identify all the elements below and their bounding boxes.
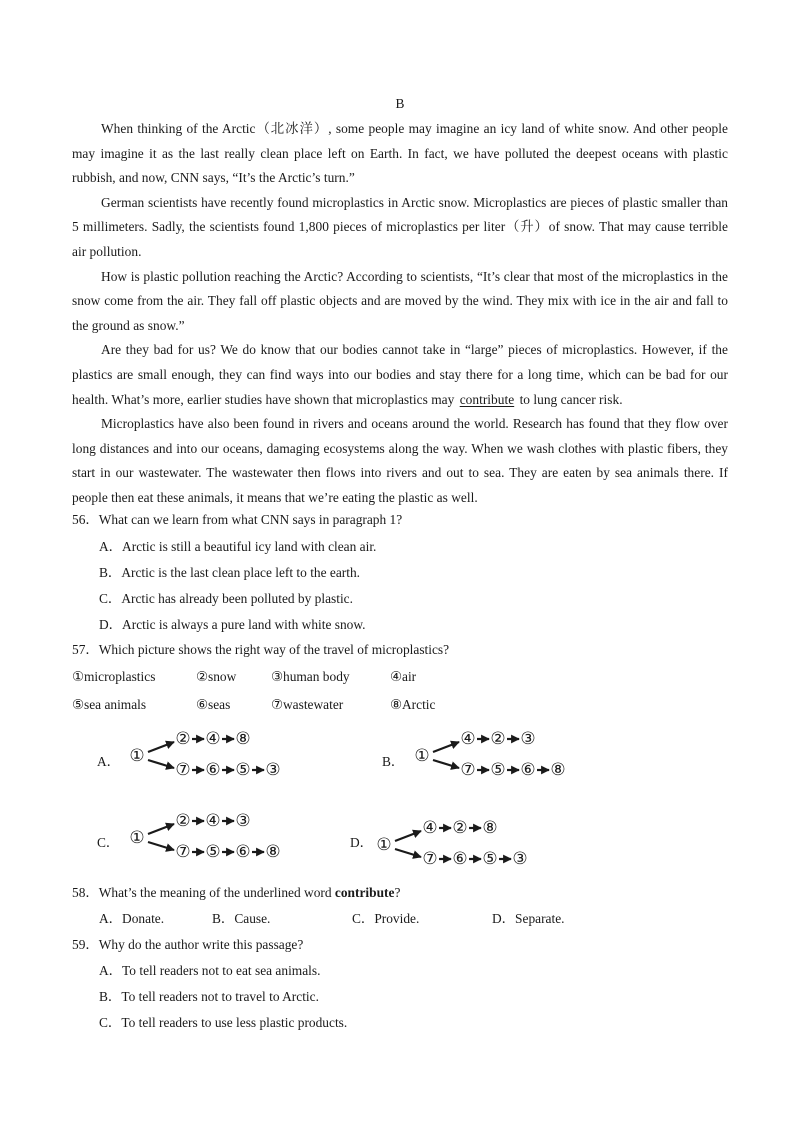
flow-node: ⑤ [482,849,498,869]
branch-arrow-up [433,742,459,752]
flow-node: ⑦ [460,760,476,780]
flow-node: ⑦ [175,842,191,862]
flow-node: ⑥ [452,849,468,869]
branch-arrow-up [148,824,174,834]
paragraph-4: Are they bad for us? We do know that our bodies cannot take in “large” pieces of microplastics. However, if the plastics are small enough, they can find ways into our bodies and stay there for a long time, which can be bad for our health. What’s more, earlier studies have shown that microplastics may contribute to lung cancer risk. [72,342,728,407]
flow-node: ⑧ [550,760,566,780]
q57-item: ⑤sea animals [72,697,147,712]
paragraph-1: When thinking of the Arctic（北冰洋）, some people may imagine an icy land of white snow. And other people may imagine it as the last really clean place left on Earth. In fact, we have polluted the deepest oceans with plastic rubbish, and now, CNN says, “It’s the Arctic’s turn.” [72,121,728,186]
q59-option-c: C．To tell readers to use less plastic products. [99,1015,348,1030]
q57-item: ④air [390,669,417,684]
start-node: ① [129,828,145,848]
question-59-stem: 59．Why do the author write this passage? [72,937,304,952]
paragraph-5: Microplastics have also been found in rivers and oceans around the world. Research has found that they flow over long distances and into our oceans, damaging ecosystems along the way. When we wash clothes with plastic fibers, they start in our wastewater. The wastewater then flows into rivers and out to sea. They are eaten by sea animals there. If people then eat these animals, it means that we’re eating the plastic as well. [72,416,728,505]
branch-arrow-up [148,742,174,752]
flow-node: ③ [265,760,281,780]
flow-node: ⑥ [205,760,221,780]
diagram-label-c: C． [97,835,120,850]
flow-node: ④ [460,729,476,749]
diagram-label-d: D． [350,835,374,850]
flow-node: ③ [235,811,251,831]
underlined-word: contribute [459,391,515,407]
diagram-label-a: A． [97,754,121,769]
start-node: ① [129,746,145,766]
flow-node: ④ [205,811,221,831]
diagram-label-b: B． [382,754,405,769]
flow-node: ⑦ [175,760,191,780]
chinese-gloss: （升） [505,219,549,235]
flow-node: ④ [205,729,221,749]
q56-option-b: B．Arctic is the last clean place left to the earth. [99,565,361,580]
q56-option-d: D．Arctic is always a pure land with white snow. [99,617,366,632]
branch-arrow-up [395,831,421,841]
flow-node: ② [452,818,468,838]
flow-node: ③ [512,849,528,869]
flow-node: ⑥ [520,760,536,780]
section-heading: B [395,96,405,111]
flow-node: ⑤ [490,760,506,780]
flow-node: ⑥ [235,842,251,862]
flow-diagram-a [125,726,350,790]
q57-item: ②snow [196,669,237,684]
flow-node: ② [175,729,191,749]
q58-option-c: C．Provide. [352,911,420,926]
q57-item: ③human body [271,669,350,684]
flow-node: ⑧ [482,818,498,838]
q56-option-c: C．Arctic has already been polluted by plastic. [99,591,353,606]
question-57-stem: 57．Which picture shows the right way of the travel of microplastics? [72,642,450,657]
q56-option-a: A．Arctic is still a beautiful icy land with clean air. [99,539,377,554]
flow-node: ⑤ [235,760,251,780]
start-node: ① [376,835,392,855]
paragraph-3: How is plastic pollution reaching the Arctic? According to scientists, “It’s clear that most of the microplastics in the snow come from the air. They fall off plastic objects and are moved by the wind. They mix with ice in the air and fall to the ground as snow.” [72,268,728,333]
start-node: ① [414,746,430,766]
q58-option-a: A．Donate. [99,911,165,926]
reading-passage [72,117,728,511]
flow-node: ③ [520,729,536,749]
flow-node: ⑧ [265,842,281,862]
paragraph-2: German scientists have recently found microplastics in Arctic snow. Microplastics are pieces of plastic smaller than 5 millimeters. Sadly, the scientists found 1,800 pieces of microplastics per liter（升）of snow. That may cause terrible air pollution. [72,194,728,259]
question-56-stem: 56．What can we learn from what CNN says in paragraph 1? [72,512,403,527]
flow-node: ② [490,729,506,749]
q57-item: ⑥seas [196,697,231,712]
branch-arrow-down [395,849,421,857]
q58-option-b: B．Cause. [212,911,271,926]
q57-item: ⑧Arctic [390,697,436,712]
flow-node: ⑤ [205,842,221,862]
flow-diagram-d [372,815,597,879]
chinese-gloss: （北冰洋） [255,121,329,136]
q57-item: ⑦wastewater [271,697,344,712]
flow-node: ② [175,811,191,831]
branch-arrow-down [148,760,174,768]
flow-node: ④ [422,818,438,838]
branch-arrow-down [433,760,459,768]
question-58-stem: 58．What’s the meaning of the underlined word contribute? [72,885,401,900]
flow-node: ⑦ [422,849,438,869]
flow-diagram-c [125,808,350,872]
flow-node: ⑧ [235,729,251,749]
bold-word: contribute [334,885,395,900]
q57-item: ①microplastics [72,669,156,684]
branch-arrow-down [148,842,174,850]
flow-diagram-b [410,726,635,790]
q59-option-b: B．To tell readers not to travel to Arctic. [99,989,319,1004]
q58-option-d: D．Separate. [492,911,565,926]
q59-option-a: A．To tell readers not to eat sea animals. [99,963,321,978]
